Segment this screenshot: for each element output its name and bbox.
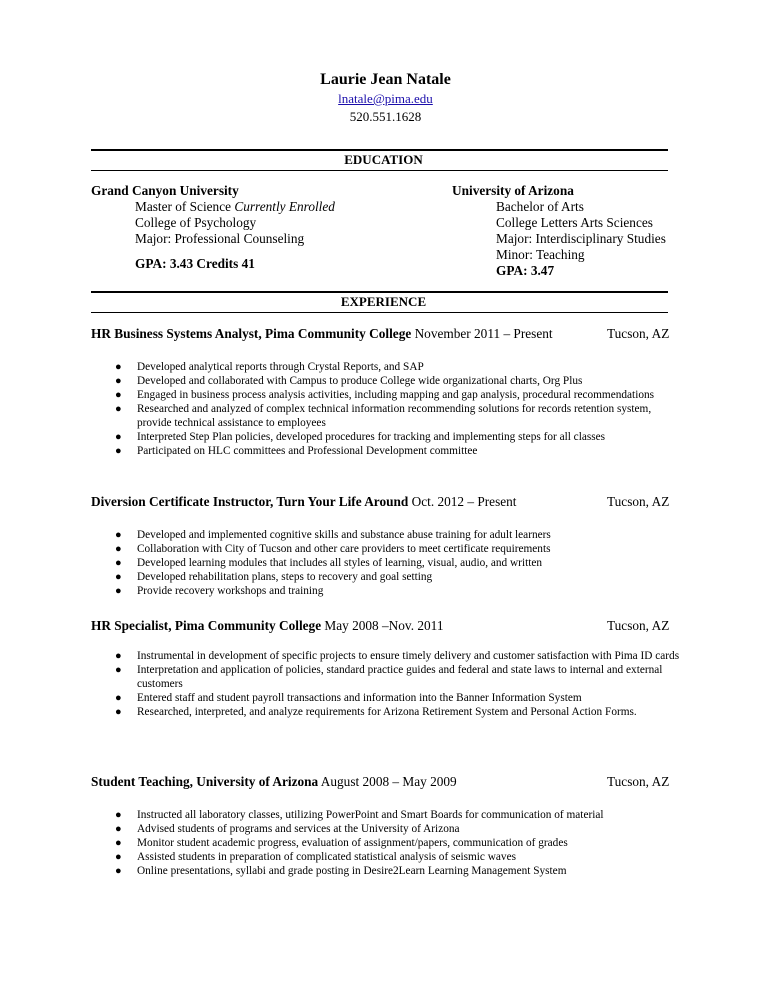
experience-bottom-rule bbox=[91, 312, 668, 313]
bullet-item bbox=[91, 388, 681, 402]
bullet-item bbox=[91, 864, 681, 878]
job-entry bbox=[91, 774, 681, 878]
job-bullets bbox=[91, 649, 681, 719]
job-heading bbox=[91, 494, 681, 510]
bullet-icon: ● bbox=[115, 431, 122, 443]
gpa: GPA: 3.47 bbox=[496, 263, 555, 278]
gpa: GPA: 3.43 Credits 41 bbox=[135, 256, 255, 271]
job-heading bbox=[91, 618, 681, 634]
bullet-text: Provide recovery workshops and training bbox=[137, 585, 324, 597]
job-bullets bbox=[91, 528, 681, 598]
job-bullets bbox=[91, 360, 681, 458]
bullet-icon: ● bbox=[115, 650, 122, 662]
job-title: HR Specialist, Pima Community College bbox=[91, 618, 322, 633]
bullet-icon: ● bbox=[115, 851, 122, 863]
bullet-item bbox=[91, 528, 681, 542]
bullet-item bbox=[91, 444, 681, 458]
bullet-icon: ● bbox=[115, 445, 122, 457]
bullet-text: Researched and analyzed of complex technical information recommending solutions for records retention system, provide technical assistance to employees bbox=[137, 403, 652, 429]
college: College of Psychology bbox=[135, 215, 257, 230]
bullet-item bbox=[91, 663, 681, 691]
education-top-rule bbox=[91, 149, 668, 151]
bullet-icon: ● bbox=[115, 664, 122, 676]
bullet-text: Participated on HLC committees and Professional Development committee bbox=[137, 445, 478, 457]
bullet-item bbox=[91, 808, 681, 822]
bullet-text: Entered staff and student payroll transactions and information into the Banner Information System bbox=[137, 692, 582, 704]
major: Major: Professional Counseling bbox=[135, 231, 305, 246]
bullet-text: Assisted students in preparation of complicated statistical analysis of seismic waves bbox=[137, 851, 516, 863]
bullet-text: Developed rehabilitation plans, steps to recovery and goal setting bbox=[137, 571, 433, 583]
bullet-icon: ● bbox=[115, 865, 122, 877]
job-title: Diversion Certificate Instructor, Turn Your Life Around bbox=[91, 494, 409, 509]
experience-heading: EXPERIENCE bbox=[340, 294, 427, 309]
bullet-item bbox=[91, 822, 681, 836]
bullet-text: Interpreted Step Plan policies, developed procedures for tracking and implementing steps for all classes bbox=[137, 431, 606, 443]
education-right-column bbox=[452, 183, 666, 279]
bullet-icon: ● bbox=[115, 375, 122, 387]
bullet-item bbox=[91, 430, 681, 444]
job-heading bbox=[91, 774, 681, 790]
bullet-text: Online presentations, syllabi and grade posting in Desire2Learn Learning Management System bbox=[137, 865, 567, 877]
job-location: Tucson, AZ bbox=[607, 774, 670, 789]
bullet-text: Collaboration with City of Tucson and other care providers to meet certificate requirements bbox=[137, 543, 551, 555]
bullet-text: Developed and collaborated with Campus to produce College wide organizational charts, Org Plus bbox=[137, 375, 583, 387]
bullet-icon: ● bbox=[115, 571, 122, 583]
bullet-text: Advised students of programs and services at the University of Arizona bbox=[137, 823, 460, 835]
bullet-item bbox=[91, 360, 681, 374]
job-title: HR Business Systems Analyst, Pima Community College bbox=[91, 326, 412, 341]
bullet-text: Monitor student academic progress, evaluation of assignment/papers, communication of grades bbox=[137, 837, 568, 849]
experience-top-rule bbox=[91, 291, 668, 293]
bullet-icon: ● bbox=[115, 543, 122, 555]
degree: Master of Science Currently Enrolled bbox=[135, 199, 335, 214]
bullet-icon: ● bbox=[115, 557, 122, 569]
candidate-name: Laurie Jean Natale bbox=[320, 71, 451, 88]
bullet-text: Interpretation and application of policies, standard practice guides and federal and state laws to internal and external customers bbox=[137, 664, 663, 690]
school-name: Grand Canyon University bbox=[91, 183, 239, 198]
bullet-item bbox=[91, 850, 681, 864]
bullet-text: Instructed all laboratory classes, utilizing PowerPoint and Smart Boards for communication of material bbox=[137, 809, 604, 821]
bullet-icon: ● bbox=[115, 823, 122, 835]
bullet-item bbox=[91, 691, 681, 705]
job-entry bbox=[91, 494, 681, 598]
bullet-item bbox=[91, 556, 681, 570]
job-entry bbox=[91, 326, 681, 458]
bullet-icon: ● bbox=[115, 529, 122, 541]
job-heading bbox=[91, 326, 681, 342]
job-dates: May 2008 –Nov. 2011 bbox=[321, 618, 444, 633]
bullet-icon: ● bbox=[115, 706, 122, 718]
education-bottom-rule bbox=[91, 170, 668, 171]
college: College Letters Arts Sciences bbox=[496, 215, 653, 230]
job-dates: Oct. 2012 – Present bbox=[408, 494, 517, 509]
phone-number: 520.551.1628 bbox=[349, 109, 422, 124]
job-title: Student Teaching, University of Arizona bbox=[91, 774, 319, 789]
bullet-icon: ● bbox=[115, 809, 122, 821]
bullet-item bbox=[91, 374, 681, 388]
bullet-icon: ● bbox=[115, 389, 122, 401]
job-location: Tucson, AZ bbox=[607, 326, 670, 341]
bullet-item bbox=[91, 649, 681, 663]
bullet-icon: ● bbox=[115, 692, 122, 704]
bullet-item bbox=[91, 570, 681, 584]
job-location: Tucson, AZ bbox=[607, 494, 670, 509]
bullet-text: Researched, interpreted, and analyze requirements for Arizona Retirement System and Personal Action Forms. bbox=[137, 706, 637, 718]
bullet-text: Developed learning modules that includes all styles of learning, visual, audio, and written bbox=[137, 557, 543, 569]
education-left-column bbox=[91, 183, 335, 272]
email-link[interactable]: lnatale@pima.edu bbox=[338, 91, 433, 106]
bullet-text: Engaged in business process analysis activities, including mapping and gap analysis, procedural recommendations bbox=[137, 389, 655, 401]
bullet-icon: ● bbox=[115, 403, 122, 415]
education-heading: EDUCATION bbox=[344, 152, 423, 167]
bullet-icon: ● bbox=[115, 837, 122, 849]
job-dates: November 2011 – Present bbox=[411, 326, 553, 341]
job-location: Tucson, AZ bbox=[607, 618, 670, 633]
bullet-text: Instrumental in development of specific projects to ensure timely delivery and customer satisfaction with Pima ID cards bbox=[137, 650, 680, 662]
job-dates: August 2008 – May 2009 bbox=[318, 774, 457, 789]
job-entry bbox=[91, 618, 681, 719]
bullet-item bbox=[91, 705, 681, 719]
degree: Bachelor of Arts bbox=[496, 199, 584, 214]
degree-status: Currently Enrolled bbox=[234, 199, 335, 214]
bullet-icon: ● bbox=[115, 361, 122, 373]
bullet-item bbox=[91, 542, 681, 556]
bullet-icon: ● bbox=[115, 585, 122, 597]
minor: Minor: Teaching bbox=[496, 247, 585, 262]
bullet-item bbox=[91, 836, 681, 850]
school-name: University of Arizona bbox=[452, 183, 574, 198]
resume-header bbox=[0, 70, 768, 125]
bullet-text: Developed and implemented cognitive skills and substance abuse training for adult learners bbox=[137, 529, 551, 541]
bullet-item bbox=[91, 584, 681, 598]
major: Major: Interdisciplinary Studies bbox=[496, 231, 666, 246]
job-bullets bbox=[91, 808, 681, 878]
bullet-item bbox=[91, 402, 681, 430]
bullet-text: Developed analytical reports through Crystal Reports, and SAP bbox=[137, 361, 424, 373]
